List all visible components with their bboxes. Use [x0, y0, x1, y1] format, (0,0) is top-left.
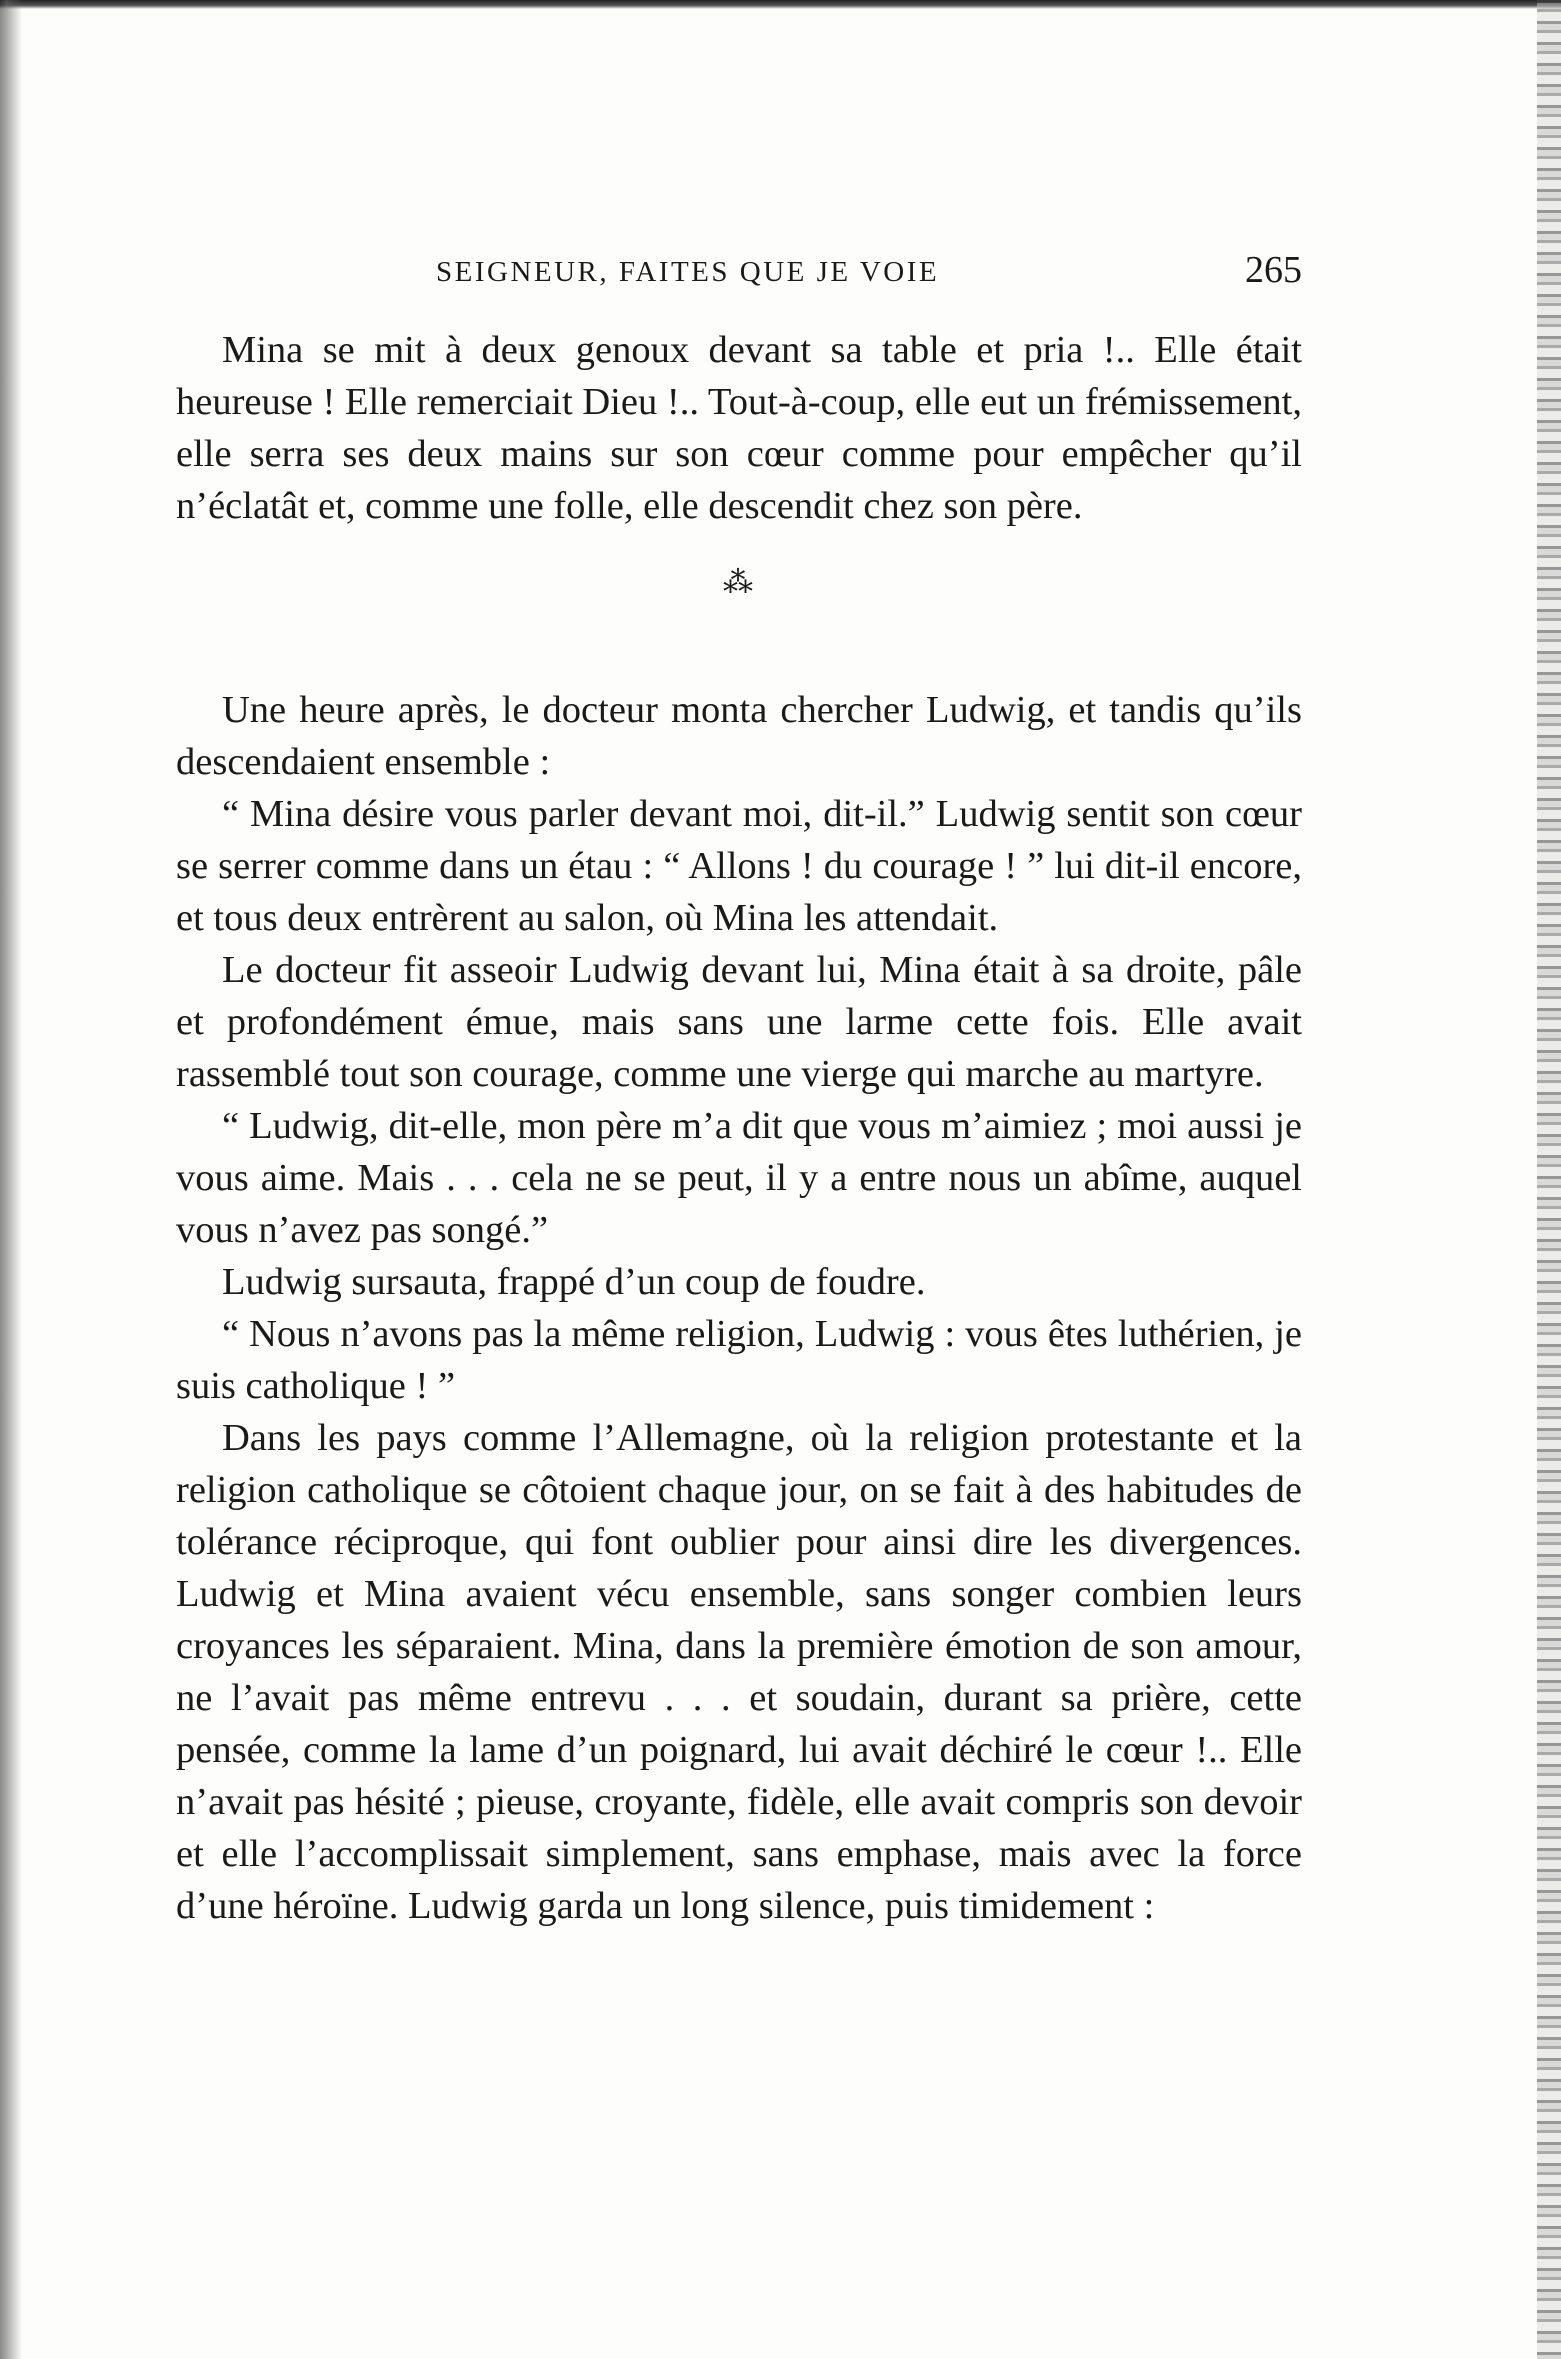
running-title: SEIGNEUR, FAITES QUE JE VOIE	[436, 256, 940, 288]
section-separator	[176, 532, 1302, 684]
page-right-edge	[1537, 0, 1561, 2359]
body-text	[176, 324, 1302, 1932]
page-header	[176, 244, 1302, 304]
page-number: 265	[1245, 249, 1302, 291]
paragraph: “ Ludwig, dit-elle, mon père m’a dit que vous m’aimiez ; moi aussi je vous aime. Mais . . . cela ne se peut, il y a entre nous un abîme, auquel vous n’avez pas songé.”	[176, 1105, 1302, 1251]
paragraph: Mina se mit à deux genoux devant sa table et pria !.. Elle était heureuse ! Elle remerciait Dieu !.. Tout-à-coup, elle eut un frémissement, elle serra ses deux mains sur son cœur comme pour empêcher qu’il n’éclatât et, comme une folle, elle descendit chez son père.	[176, 329, 1302, 527]
paragraph: Dans les pays comme l’Allemagne, où la religion protestante et la religion catholique se côtoient chaque jour, on se fait à des habitudes de tolérance réciproque, qui font oublier pour ainsi dire les divergences. Ludwig et Mina avaient vécu ensemble, sans songer combien leurs croyances les séparaient. Mina, dans la première émotion de son amour, ne l’avait pas même entrevu . . . et soudain, durant sa prière, cette pensée, comme la lame d’un poignard, lui avait déchiré le cœur !.. Elle n’avait pas hésité ; pieuse, croyante, fidèle, elle avait compris son devoir et elle l’accomplissait simplement, sans emphase, mais avec la force d’une héroïne. Ludwig garda un long silence, puis timidement :	[176, 1417, 1302, 1927]
paragraph: Ludwig sursauta, frappé d’un coup de foudre.	[222, 1261, 926, 1303]
paragraph: “ Nous n’avons pas la même religion, Ludwig : vous êtes luthérien, je suis catholique ! ”	[176, 1313, 1302, 1407]
paragraph: Une heure après, le docteur monta chercher Ludwig, et tandis qu’ils descendaient ensemble :	[176, 689, 1302, 783]
asterism-glyph: ⁂	[723, 566, 755, 599]
page-left-edge	[0, 0, 22, 2359]
page-top-edge	[0, 0, 1561, 9]
paragraph: “ Mina désire vous parler devant moi, dit-il.” Ludwig sentit son cœur se serrer comme dans un étau : “ Allons ! du courage ! ” lui dit-il encore, et tous deux entrèrent au salon, où Mina les attendait.	[176, 793, 1302, 939]
paragraph: Le docteur fit asseoir Ludwig devant lui, Mina était à sa droite, pâle et profondément émue, mais sans une larme cette fois. Elle avait rassemblé tout son courage, comme une vierge qui marche au martyre.	[176, 949, 1302, 1095]
